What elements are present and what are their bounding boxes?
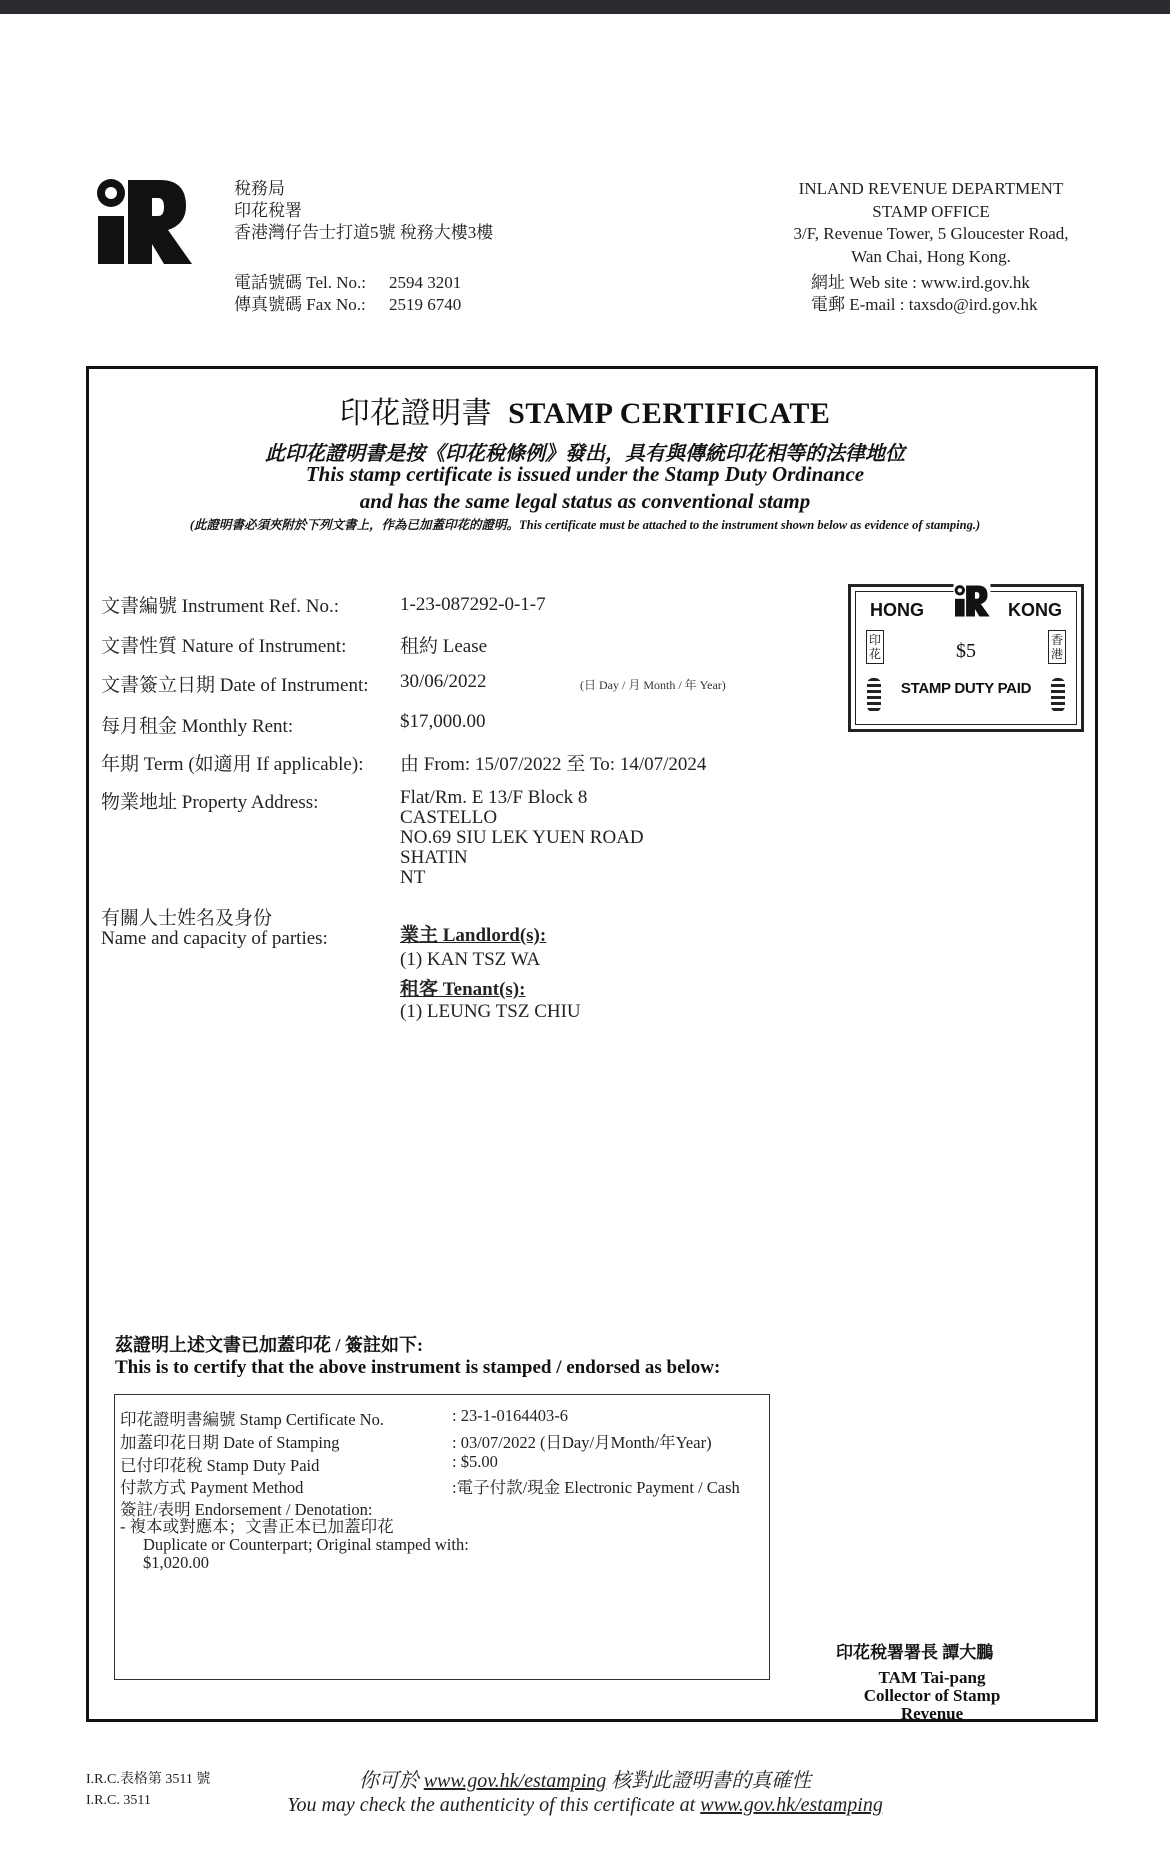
dept-en-line: 3/F, Revenue Tower, 5 Gloucester Road, xyxy=(793,224,1069,243)
stamp-side-right: 香港 xyxy=(1048,630,1066,664)
rent-value: $17,000.00 xyxy=(400,711,486,732)
endorse-note-en: Duplicate or Counterpart; Original stamped with: xyxy=(143,1535,469,1554)
ref-value: 1-23-087292-0-1-7 xyxy=(400,594,546,615)
stamp-side-left: 印花 xyxy=(866,630,884,664)
certificate-title xyxy=(0,388,1170,432)
endorse-note-cn: - 複本或對應本；文書正本已加蓋印花 xyxy=(120,1517,394,1536)
collector-en xyxy=(832,1669,1032,1723)
footer-cn-pre: 你可於 xyxy=(358,1770,424,1792)
subtitle-en-2: and has the same legal status as conventional stamp xyxy=(359,489,811,513)
tel-label: 電話號碼 Tel. No.: xyxy=(234,273,366,292)
stamp-coil-right xyxy=(1051,678,1065,712)
footer-check-cn xyxy=(0,1764,1170,1793)
date-format-note: (日 Day / 月 Month / 年 Year) xyxy=(580,678,726,692)
form-code-cn: I.R.C.表格第 3511 號 xyxy=(86,1772,211,1787)
duty-value: : $5.00 xyxy=(452,1452,498,1471)
estamping-link-en[interactable]: www.gov.hk/estamping xyxy=(700,1794,883,1816)
endorse-label: 簽註/表明 Endorsement / Denotation: xyxy=(120,1500,373,1519)
footer-cn-post: 核對此證明書的真確性 xyxy=(606,1770,812,1792)
collector-cn: 印花稅署署長 譚大鵬 xyxy=(836,1643,994,1662)
fax-label: 傳真號碼 Fax No.: xyxy=(234,295,366,314)
dept-cn-line: 香港灣仔告士打道5號 稅務大樓3樓 xyxy=(234,223,494,242)
address-label: 物業地址 Property Address: xyxy=(101,792,319,813)
stamp-hong: HONG xyxy=(870,600,924,620)
cert-no-label: 印花證明書編號 Stamp Certificate No. xyxy=(120,1410,384,1429)
stamp-paid-text: STAMP DUTY PAID xyxy=(900,680,1032,697)
dept-en-line: Wan Chai, Hong Kong. xyxy=(851,246,1011,266)
certify-en: This is to certify that the above instrument is stamped / endorsed as below: xyxy=(115,1357,721,1378)
footer-en-pre: You may check the authenticity of this certificate at xyxy=(287,1794,701,1816)
subtitle-en-1: This stamp certificate is issued under the Stamp Duty Ordinance xyxy=(305,462,865,486)
stamp-inner-border xyxy=(855,591,1077,725)
email: 電郵 E-mail : taxsdo@ird.gov.hk xyxy=(811,295,1038,314)
landlord-label: 業主 Landlord(s): xyxy=(400,925,547,946)
subtitle-cn: 此印花證明書是按《印花稅條例》發出，具有與傳統印花相等的法律地位 xyxy=(265,443,905,465)
term-value: 由 From: 15/07/2022 至 To: 14/07/2024 xyxy=(400,754,707,775)
endorse-amount: $1,020.00 xyxy=(143,1553,209,1572)
stamp-amount: $5 xyxy=(956,640,976,662)
method-label: 付款方式 Payment Method xyxy=(120,1478,304,1497)
method-value: :電子付款/現金 Electronic Payment / Cash xyxy=(452,1478,740,1497)
dept-cn-line: 印花稅署 xyxy=(234,201,302,220)
attach-note: (此證明書必須夾附於下列文書上，作為已加蓋印花的證明。This certificate must be attached to the instrument shown below as evidence of stamping.) xyxy=(189,518,981,532)
landlord-value: (1) KAN TSZ WA xyxy=(400,949,541,970)
term-label: 年期 Term (如適用 If applicable): xyxy=(101,754,364,775)
dept-en-line: STAMP OFFICE xyxy=(872,201,990,221)
ref-label: 文書編號 Instrument Ref. No.: xyxy=(101,596,340,617)
ird-logo xyxy=(94,176,194,268)
address-line: SHATIN xyxy=(400,847,468,868)
tel-value: 2594 3201 xyxy=(389,273,462,292)
dept-cn-line: 稅務局 xyxy=(234,179,285,198)
stamp-date-value: : 03/07/2022 (日Day/月Month/年Year) xyxy=(452,1433,712,1452)
stamp-duty-paid-stamp xyxy=(848,584,1084,732)
top-bar xyxy=(0,0,1170,14)
parties-label xyxy=(101,909,328,949)
address-line: Flat/Rm. E 13/F Block 8 xyxy=(400,787,588,808)
stamp-coil-left xyxy=(867,678,881,712)
address-value xyxy=(400,788,644,888)
cert-no-value: : 23-1-0164403-6 xyxy=(452,1406,568,1425)
duty-label: 已付印花稅 Stamp Duty Paid xyxy=(120,1456,320,1475)
parties-label-en: Name and capacity of parties: xyxy=(101,928,328,949)
address-line: CASTELLO xyxy=(400,807,498,828)
address-line: NT xyxy=(400,867,426,888)
form-code-en: I.R.C. 3511 xyxy=(86,1793,151,1808)
stamp-date-label: 加蓋印花日期 Date of Stamping xyxy=(120,1433,340,1452)
collector-title: Collector of Stamp Revenue xyxy=(863,1686,1001,1723)
tenant-value: (1) LEUNG TSZ CHIU xyxy=(400,1001,581,1022)
footer-check-en xyxy=(0,1794,1170,1817)
title-cn: 印花證明書 xyxy=(339,397,493,430)
website: 網址 Web site : www.ird.gov.hk xyxy=(811,273,1030,292)
collector-name: TAM Tai-pang xyxy=(878,1668,986,1687)
tenant-label: 租客 Tenant(s): xyxy=(400,979,526,1000)
nature-value: 租約 Lease xyxy=(400,636,488,657)
date-value: 30/06/2022 xyxy=(400,671,487,692)
dept-en-block xyxy=(766,178,1096,268)
estamping-link-cn[interactable]: www.gov.hk/estamping xyxy=(423,1770,607,1792)
nature-label: 文書性質 Nature of Instrument: xyxy=(101,636,347,657)
title-en: STAMP CERTIFICATE xyxy=(508,397,831,430)
stamp-kong: KONG xyxy=(1008,600,1062,620)
stamp-ir-logo xyxy=(952,584,992,618)
rent-label: 每月租金 Monthly Rent: xyxy=(101,716,294,737)
dept-en-line: INLAND REVENUE DEPARTMENT xyxy=(798,179,1064,198)
address-line: NO.69 SIU LEK YUEN ROAD xyxy=(400,827,644,848)
date-label: 文書簽立日期 Date of Instrument: xyxy=(101,675,369,696)
dept-cn-block xyxy=(234,178,493,244)
certify-cn: 茲證明上述文書已加蓋印花 / 簽註如下: xyxy=(115,1335,423,1355)
fax-value: 2519 6740 xyxy=(389,295,462,314)
parties-label-cn: 有關人士姓名及身份 xyxy=(101,908,273,929)
